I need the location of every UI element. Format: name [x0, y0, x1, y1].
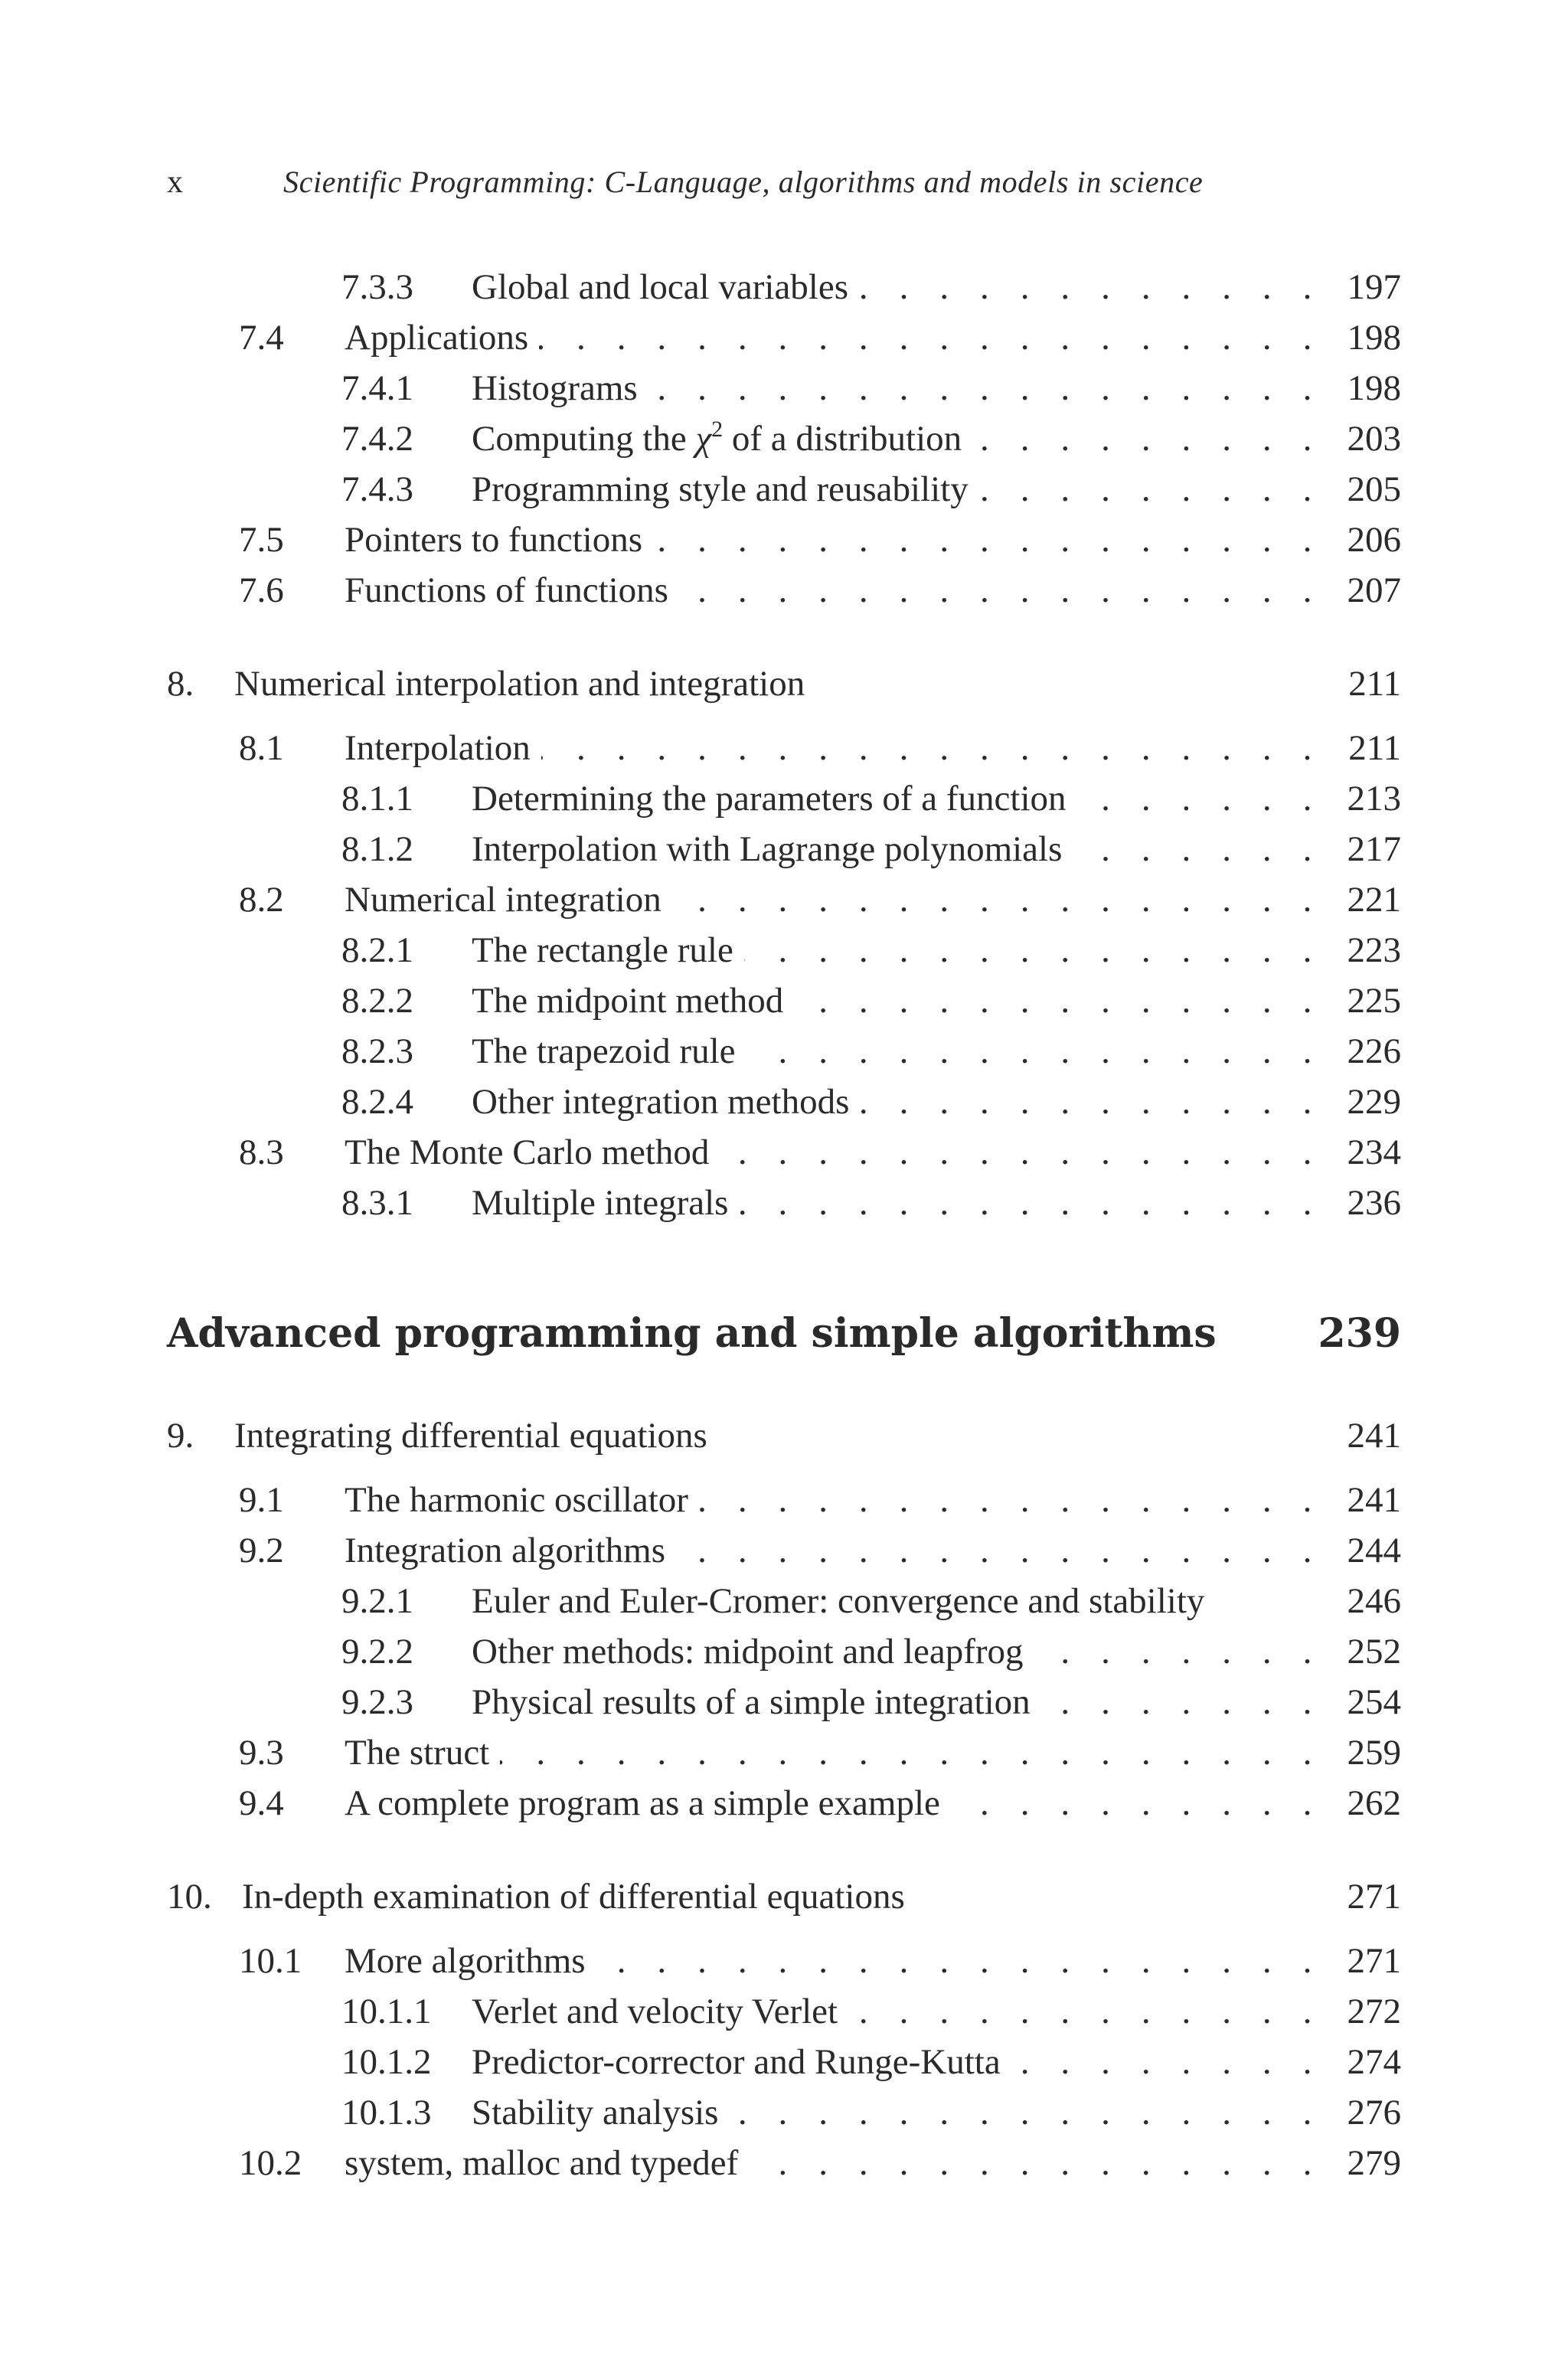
- toc-entry-10-2[interactable]: [0, 2138, 1568, 2188]
- toc-entry-8-2[interactable]: [0, 874, 1568, 925]
- toc-entry-8-1-2[interactable]: [0, 824, 1568, 874]
- toc-entry-9-4[interactable]: [0, 1778, 1568, 1828]
- dot-leader: [744, 925, 1323, 975]
- dot-leader: [951, 1778, 1323, 1828]
- part-title: Advanced programming and simple algorithms: [167, 1310, 1217, 1357]
- entry-title: Applications: [345, 318, 529, 358]
- dot-leader: [699, 1475, 1323, 1525]
- entry-page: 244: [1347, 1531, 1401, 1570]
- entry-title: Interpolation with Lagrange polynomials: [472, 829, 1063, 869]
- toc-entry-7-4-3[interactable]: [0, 464, 1568, 515]
- dot-leader: [729, 2087, 1323, 2138]
- toc-entry-10-1-2[interactable]: [0, 2037, 1568, 2087]
- entry-number: 7.5: [239, 520, 284, 560]
- dot-leader: [1077, 773, 1323, 824]
- dot-leader: [653, 515, 1323, 565]
- toc-chapter-10[interactable]: [0, 1871, 1568, 1922]
- dot-leader: [1011, 2037, 1323, 2087]
- entry-number: 10.2: [239, 2143, 302, 2183]
- entry-title: Verlet and velocity Verlet: [472, 1992, 838, 2031]
- entry-title: Programming style and reusability: [472, 469, 969, 509]
- entry-title: More algorithms: [345, 1941, 586, 1981]
- dot-leader: [860, 1077, 1323, 1127]
- entry-title: Stability analysis: [472, 2093, 719, 2132]
- entry-number: 9.2: [239, 1531, 284, 1570]
- toc-entry-10-1[interactable]: [0, 1936, 1568, 1986]
- dot-leader: [746, 1026, 1324, 1077]
- entry-title: Multiple integrals: [472, 1183, 729, 1223]
- entry-title: Global and local variables: [472, 267, 849, 307]
- entry-title: Other integration methods: [472, 1082, 850, 1122]
- toc-entry-8-2-1[interactable]: [0, 925, 1568, 975]
- chapter-number: 10.: [167, 1877, 212, 1917]
- dot-leader: [794, 975, 1323, 1026]
- entry-title: Histograms: [472, 368, 638, 408]
- dot-leader: [720, 1127, 1323, 1178]
- entry-title: system, malloc and typedef: [345, 2143, 739, 2183]
- entry-page: 252: [1347, 1632, 1401, 1672]
- entry-title: The struct: [345, 1733, 490, 1773]
- entry-number: 8.2.3: [341, 1031, 413, 1071]
- running-title: Scientific Programming: C-Language, algorithms and models in science: [283, 165, 1204, 199]
- entry-title: Euler and Euler-Cromer: convergence and stability: [472, 1581, 1205, 1621]
- toc-entry-10-1-1[interactable]: [0, 1986, 1568, 2037]
- toc-entry-7-4-2[interactable]: [0, 413, 1568, 464]
- entry-number: 10.1: [239, 1941, 302, 1981]
- entry-page: 211: [1348, 728, 1401, 768]
- toc-entry-9-1[interactable]: [0, 1475, 1568, 1525]
- toc-chapter-9[interactable]: [0, 1410, 1568, 1461]
- dot-leader: [539, 312, 1323, 363]
- entry-page: 203: [1347, 419, 1401, 459]
- entry-page: 223: [1347, 930, 1401, 970]
- dot-leader: [1073, 824, 1323, 874]
- dot-leader: [676, 1525, 1323, 1576]
- entry-number: 7.4: [239, 318, 284, 358]
- toc-entry-8-2-2[interactable]: [0, 975, 1568, 1026]
- entry-page: 198: [1347, 368, 1401, 408]
- entry-number: 8.3: [239, 1132, 284, 1172]
- toc-entry-7-3-3[interactable]: [0, 262, 1568, 312]
- running-head: [167, 161, 1300, 204]
- entry-number: 10.1.2: [341, 2042, 432, 2082]
- dot-leader: [859, 262, 1323, 312]
- entry-title: Pointers to functions: [345, 520, 643, 560]
- toc-entry-9-2[interactable]: [0, 1525, 1568, 1576]
- entry-number: 9.4: [239, 1783, 284, 1823]
- dot-leader: [596, 1936, 1323, 1986]
- entry-page: 213: [1347, 779, 1401, 819]
- toc-part-heading[interactable]: [0, 1303, 1568, 1364]
- entry-number: 8.2.1: [341, 930, 413, 970]
- toc-entry-8-3-1[interactable]: [0, 1178, 1568, 1228]
- toc-entry-9-3[interactable]: [0, 1727, 1568, 1778]
- entry-page: 234: [1347, 1132, 1401, 1172]
- part-page: 239: [1318, 1310, 1401, 1357]
- entry-number: 9.3: [239, 1733, 284, 1773]
- entry-number: 8.2: [239, 880, 284, 920]
- entry-number: 7.3.3: [341, 267, 413, 307]
- entry-page: 198: [1347, 318, 1401, 358]
- entry-title: The rectangle rule: [472, 930, 733, 970]
- entry-page: 274: [1347, 2042, 1401, 2082]
- entry-page: 241: [1347, 1480, 1401, 1520]
- toc-entry-7-4[interactable]: [0, 312, 1568, 363]
- entry-page: 279: [1347, 2143, 1401, 2183]
- toc-entry-9-2-3[interactable]: [0, 1677, 1568, 1727]
- toc-entry-7-6[interactable]: [0, 565, 1568, 616]
- dot-leader: [739, 1178, 1323, 1228]
- entry-title-part: Computing the: [472, 419, 696, 459]
- chapter-page: 271: [1347, 1877, 1401, 1917]
- entry-number: 8.1.2: [341, 829, 413, 869]
- dot-leader: [1034, 1626, 1323, 1677]
- dot-leader: [679, 565, 1323, 616]
- entry-page: 217: [1347, 829, 1401, 869]
- entry-number: 9.1: [239, 1480, 284, 1520]
- entry-page: 206: [1347, 520, 1401, 560]
- entry-number: 10.1.1: [341, 1992, 432, 2031]
- entry-number: 9.2.2: [341, 1632, 413, 1672]
- dot-leader: [672, 874, 1323, 925]
- entry-number: 8.1.1: [341, 779, 413, 819]
- dot-leader: [979, 464, 1323, 515]
- entry-title: The Monte Carlo method: [345, 1132, 710, 1172]
- entry-title: Numerical integration: [345, 880, 662, 920]
- entry-page: 229: [1347, 1082, 1401, 1122]
- entry-page: 226: [1347, 1031, 1401, 1071]
- toc-entry-8-1[interactable]: [0, 723, 1568, 773]
- dot-leader: [848, 1986, 1323, 2037]
- entry-number: 8.3.1: [341, 1183, 413, 1223]
- entry-page: 254: [1347, 1682, 1401, 1722]
- toc-entry-9-2-1[interactable]: [0, 1576, 1568, 1626]
- entry-page: 271: [1347, 1941, 1401, 1981]
- toc-entry-8-2-3[interactable]: [0, 1026, 1568, 1077]
- entry-title: Integration algorithms: [345, 1531, 665, 1570]
- entry-title: The midpoint method: [472, 981, 784, 1021]
- toc-entry-8-2-4[interactable]: [0, 1077, 1568, 1127]
- entry-number: 7.4.2: [341, 419, 413, 459]
- entry-number: 8.2.2: [341, 981, 413, 1021]
- entry-number: 7.4.1: [341, 368, 413, 408]
- chapter-number: 9.: [167, 1416, 194, 1456]
- entry-title: The trapezoid rule: [472, 1031, 736, 1071]
- entry-title: Interpolation: [345, 728, 531, 768]
- entry-title: Other methods: midpoint and leapfrog: [472, 1632, 1024, 1672]
- chapter-number: 8.: [167, 664, 194, 704]
- toc-entry-10-1-3[interactable]: [0, 2087, 1568, 2138]
- entry-page: 221: [1347, 880, 1401, 920]
- chapter-title: Integrating differential equations: [234, 1416, 707, 1456]
- entry-page: 272: [1347, 1992, 1401, 2031]
- dot-leader: [541, 723, 1323, 773]
- chapter-page: 241: [1347, 1416, 1401, 1456]
- toc-entry-8-1-1[interactable]: [0, 773, 1568, 824]
- entry-page: 225: [1347, 981, 1401, 1021]
- entry-number: 9.2.3: [341, 1682, 413, 1722]
- entry-title: Determining the parameters of a function: [472, 779, 1067, 819]
- dot-leader: [749, 2138, 1323, 2188]
- toc-entry-7-4-1[interactable]: [0, 363, 1568, 413]
- entry-number: 10.1.3: [341, 2093, 432, 2132]
- entry-title: A complete program as a simple example: [345, 1783, 940, 1823]
- entry-page: 246: [1347, 1581, 1401, 1621]
- superscript: 2: [711, 417, 724, 442]
- chapter-title: Numerical interpolation and integration: [234, 664, 805, 704]
- toc-chapter-8[interactable]: [0, 658, 1568, 709]
- entry-title: Predictor-corrector and Runge-Kutta: [472, 2042, 1001, 2082]
- entry-title: Functions of functions: [345, 570, 668, 610]
- entry-number: 9.2.1: [341, 1581, 413, 1621]
- toc-entry-9-2-2[interactable]: [0, 1626, 1568, 1677]
- dot-leader: [1041, 1677, 1323, 1727]
- entry-title-part: of a distribution: [723, 419, 962, 459]
- dot-leader: [648, 363, 1323, 413]
- entry-page: 207: [1347, 570, 1401, 610]
- entry-page: 276: [1347, 2093, 1401, 2132]
- entry-number: 7.6: [239, 570, 284, 610]
- chi-symbol: χ: [695, 419, 712, 459]
- entry-title: [472, 413, 972, 464]
- entry-page: 197: [1347, 267, 1401, 307]
- entry-number: 8.2.4: [341, 1082, 413, 1122]
- page-folio: x: [167, 165, 183, 200]
- entry-page: 259: [1347, 1733, 1401, 1773]
- toc-entry-7-5[interactable]: [0, 515, 1568, 565]
- entry-page: 236: [1347, 1183, 1401, 1223]
- entry-number: 8.1: [239, 728, 284, 768]
- entry-number: 7.4.3: [341, 469, 413, 509]
- entry-title: The harmonic oscillator: [345, 1480, 688, 1520]
- chapter-page: 211: [1348, 664, 1401, 704]
- entry-page: 205: [1347, 469, 1401, 509]
- toc-entry-8-3[interactable]: [0, 1127, 1568, 1178]
- entry-title: Physical results of a simple integration: [472, 1682, 1031, 1722]
- chapter-title: In-depth examination of differential equations: [242, 1877, 905, 1917]
- dot-leader: [972, 413, 1323, 464]
- dot-leader: [500, 1727, 1323, 1778]
- entry-page: 262: [1347, 1783, 1401, 1823]
